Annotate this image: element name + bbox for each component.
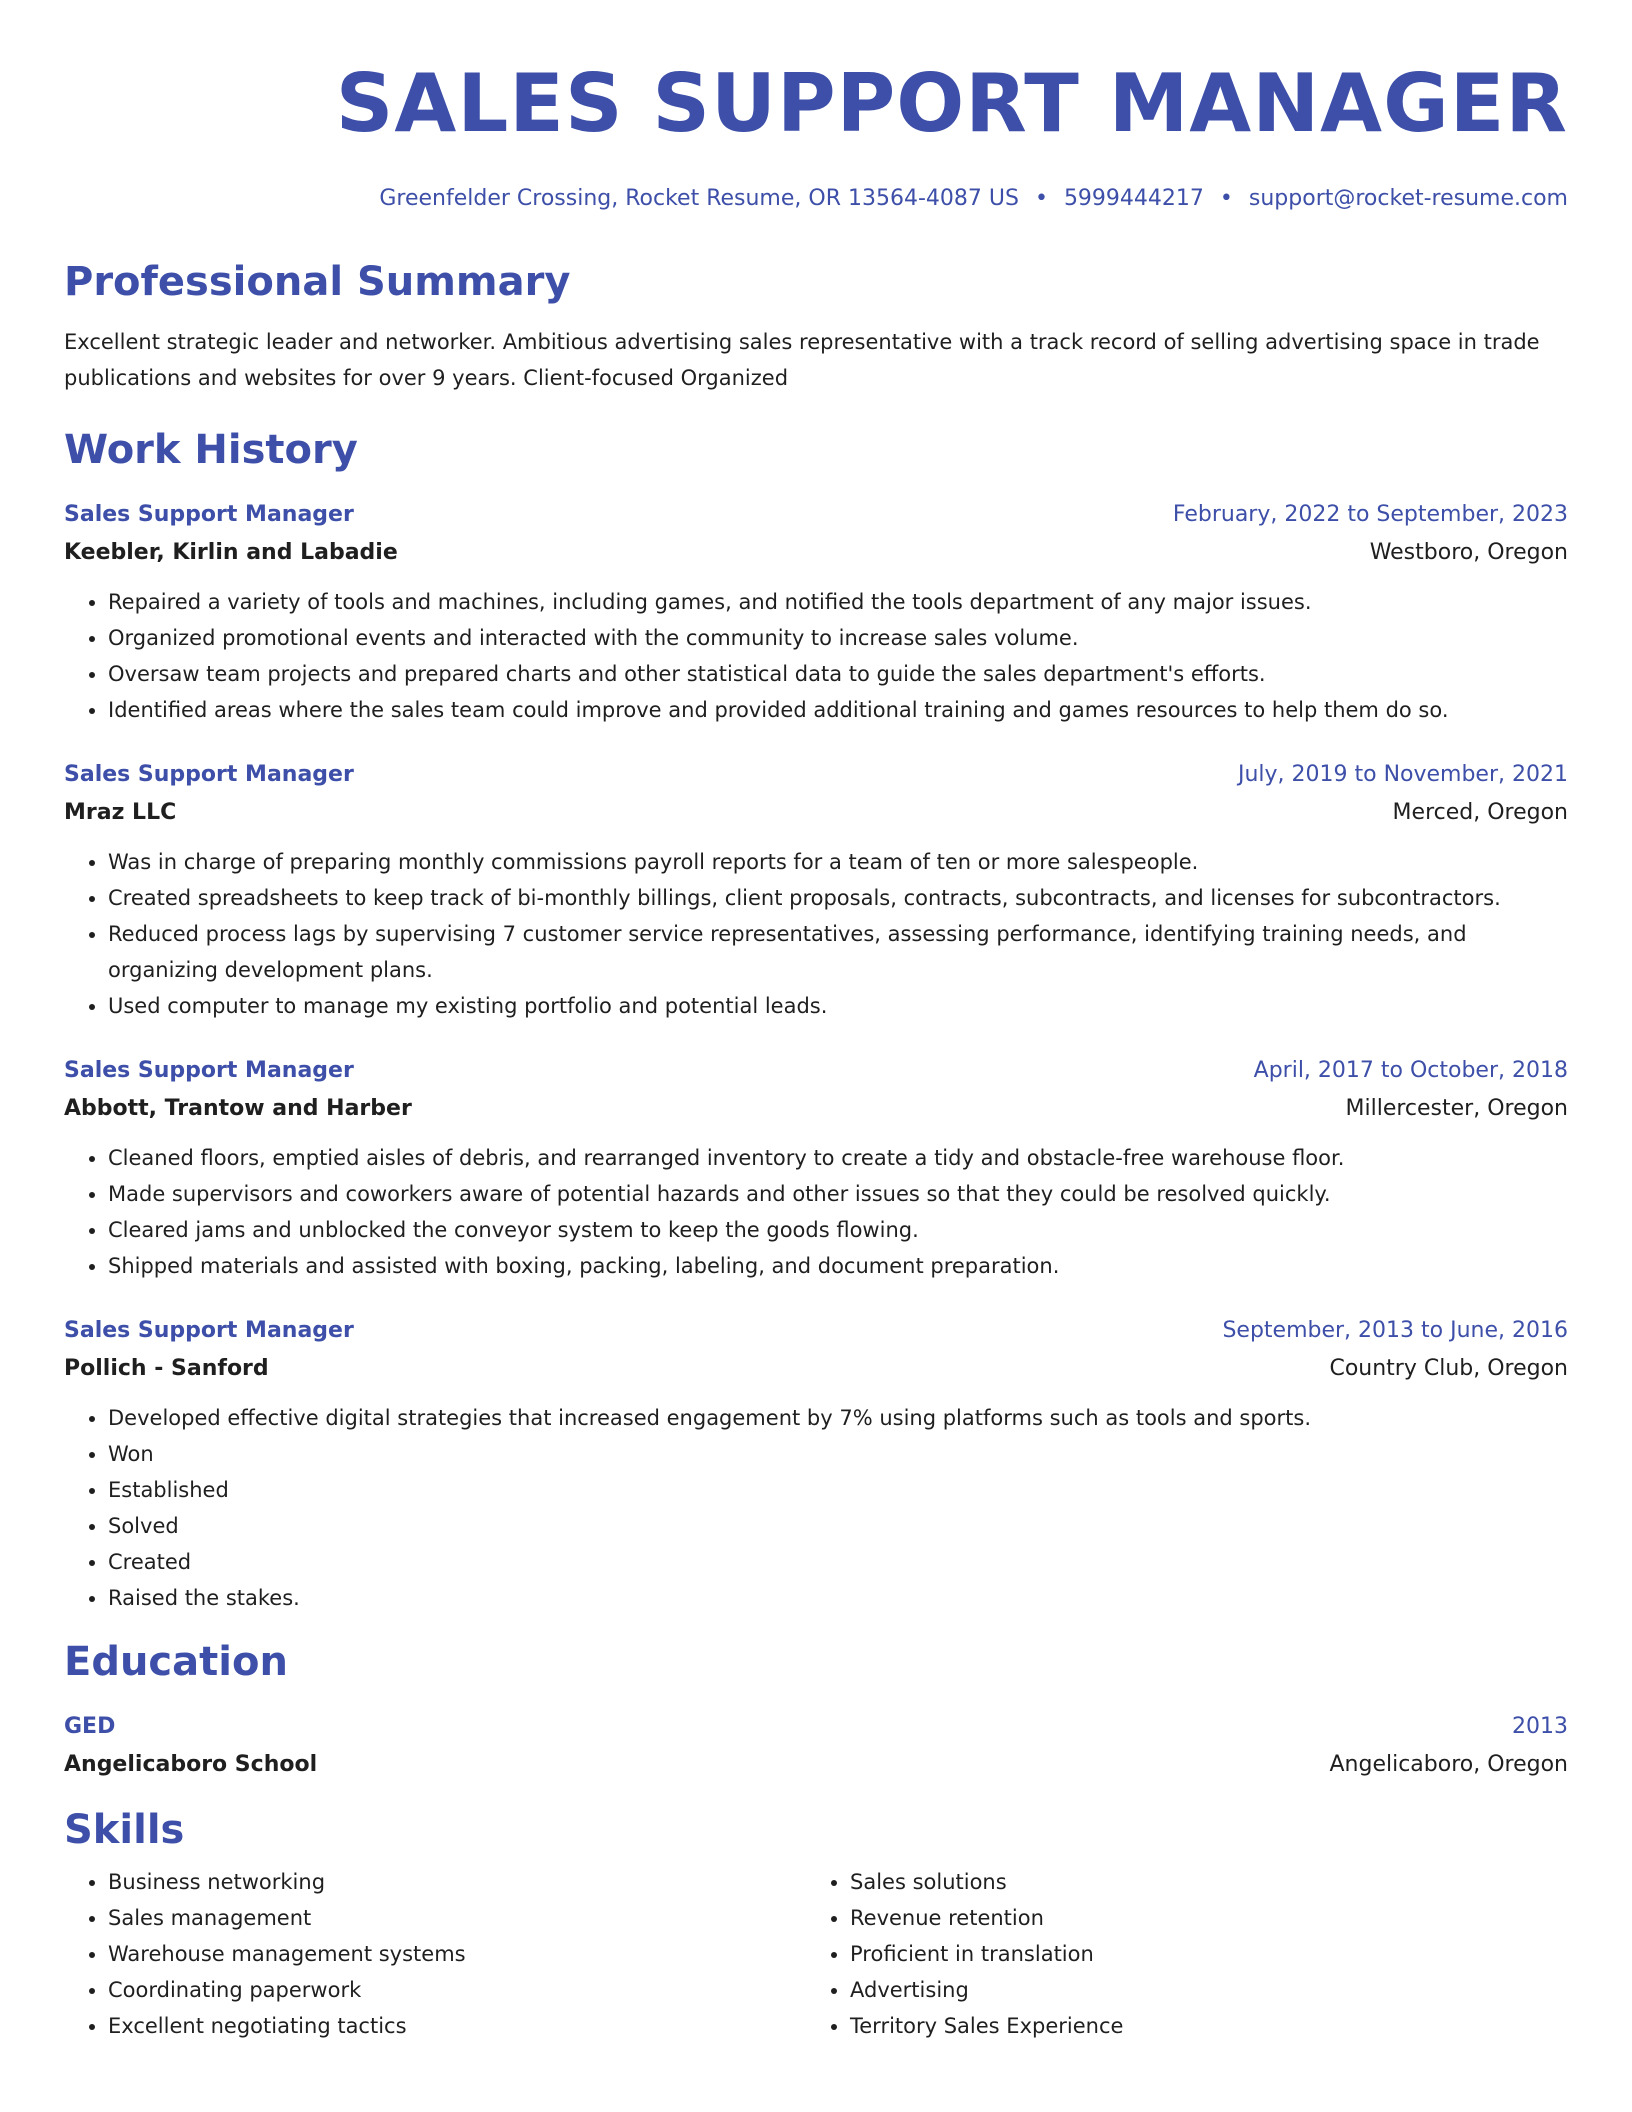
skill-item: • Sales management [108, 1900, 806, 1936]
skills-column-left [64, 1864, 806, 2044]
job-bullet: • Cleaned floors, emptied aisles of debris, and rearranged inventory to create a tidy and obstacle-free warehouse floor. [108, 1140, 1568, 1176]
education-location: Angelicaboro, Oregon [1329, 1752, 1568, 1777]
work-history-list [64, 496, 1568, 1616]
skill-item: • Coordinating paperwork [108, 1972, 806, 2008]
job-bullet: • Made supervisors and coworkers aware of potential hazards and other issues so that they could be resolved quickly. [108, 1176, 1568, 1212]
job-dates: February, 2022 to September, 2023 [1172, 502, 1568, 527]
job-entry [64, 496, 1568, 728]
work-history-heading: Work History [64, 427, 358, 473]
job-bullets [64, 1400, 1568, 1616]
job-bullet: • Developed effective digital strategies that increased engagement by 7% using platforms such as tools and sports. [108, 1400, 1568, 1436]
skill-item: • Proficient in translation [850, 1936, 1548, 1972]
job-dates: July, 2019 to November, 2021 [1237, 762, 1568, 787]
job-bullets [64, 584, 1568, 728]
job-bullet: • Created [108, 1544, 1568, 1580]
skills-list [64, 1864, 1568, 2044]
education-degree: GED [64, 1714, 116, 1739]
job-entry [64, 1052, 1568, 1284]
skill-item: • Advertising [850, 1972, 1548, 2008]
job-company: Pollich - Sanford [64, 1356, 269, 1381]
skill-item: • Revenue retention [850, 1900, 1548, 1936]
contact-line [64, 184, 1568, 214]
job-bullet: • Raised the stakes. [108, 1580, 1568, 1616]
job-company: Abbott, Trantow and Harber [64, 1096, 412, 1121]
job-bullet: • Used computer to manage my existing portfolio and potential leads. [108, 988, 1568, 1024]
contact-address: Greenfelder Crossing, Rocket Resume, OR 13564-4087 US [379, 186, 1019, 211]
job-entry [64, 1312, 1568, 1616]
skill-item: • Warehouse management systems [108, 1936, 806, 1972]
job-dates: September, 2013 to June, 2016 [1222, 1318, 1568, 1343]
job-bullets [64, 1140, 1568, 1284]
job-bullet: • Created spreadsheets to keep track of bi-monthly billings, client proposals, contracts, subcontracts, and licenses for subcontractors. [108, 880, 1568, 916]
job-location: Millercester, Oregon [1345, 1096, 1568, 1121]
job-location: Merced, Oregon [1392, 800, 1568, 825]
education-school: Angelicaboro School [64, 1752, 318, 1777]
skills-heading: Skills [64, 1807, 185, 1853]
job-bullet: • Shipped materials and assisted with boxing, packing, labeling, and document preparation. [108, 1248, 1568, 1284]
contact-email: support@rocket-resume.com [1248, 186, 1568, 211]
contact-separator: • [1034, 186, 1048, 211]
resume-name: SALES SUPPORT MANAGER [335, 57, 1568, 150]
skill-item: • Business networking [108, 1864, 806, 1900]
skill-item: • Sales solutions [850, 1864, 1548, 1900]
education-entry [64, 1708, 1568, 1784]
skill-item: • Excellent negotiating tactics [108, 2008, 806, 2044]
summary-text: Excellent strategic leader and networker. Ambitious advertising sales representative with a track record of selling advertising space in trade publications and websites for over 9 years. Client-focused Organized [64, 330, 1540, 390]
job-entry [64, 756, 1568, 1024]
skill-item: • Territory Sales Experience [850, 2008, 1548, 2044]
job-bullet: • Cleared jams and unblocked the conveyor system to keep the goods flowing. [108, 1212, 1568, 1248]
job-bullets [64, 844, 1568, 1024]
job-bullet: • Oversaw team projects and prepared charts and other statistical data to guide the sales department's efforts. [108, 656, 1568, 692]
job-bullet: • Solved [108, 1508, 1568, 1544]
job-bullet: • Repaired a variety of tools and machines, including games, and notified the tools department of any major issues. [108, 584, 1568, 620]
job-location: Westboro, Oregon [1369, 540, 1568, 565]
job-title: Sales Support Manager [64, 1058, 354, 1083]
skills-column-right [806, 1864, 1548, 2044]
education-year: 2013 [1512, 1714, 1568, 1739]
job-title: Sales Support Manager [64, 1318, 354, 1343]
job-title: Sales Support Manager [64, 762, 354, 787]
job-dates: April, 2017 to October, 2018 [1253, 1058, 1568, 1083]
resume-page [64, 0, 1568, 2044]
job-bullet: • Reduced process lags by supervising 7 customer service representatives, assessing performance, identifying training needs, and organizing development plans. [108, 916, 1568, 988]
job-bullet: • Established [108, 1472, 1568, 1508]
contact-phone: 5999444217 [1063, 186, 1204, 211]
contact-separator: • [1219, 186, 1233, 211]
job-bullet: • Organized promotional events and interacted with the community to increase sales volume. [108, 620, 1568, 656]
summary-heading: Professional Summary [64, 259, 571, 305]
job-bullet: • Identified areas where the sales team could improve and provided additional training and games resources to help them do so. [108, 692, 1568, 728]
job-company: Mraz LLC [64, 800, 177, 825]
job-bullet: • Won [108, 1436, 1568, 1472]
job-location: Country Club, Oregon [1329, 1356, 1568, 1381]
education-heading: Education [64, 1639, 288, 1685]
job-title: Sales Support Manager [64, 502, 354, 527]
job-bullet: • Was in charge of preparing monthly commissions payroll reports for a team of ten or more salespeople. [108, 844, 1568, 880]
job-company: Keebler, Kirlin and Labadie [64, 540, 398, 565]
